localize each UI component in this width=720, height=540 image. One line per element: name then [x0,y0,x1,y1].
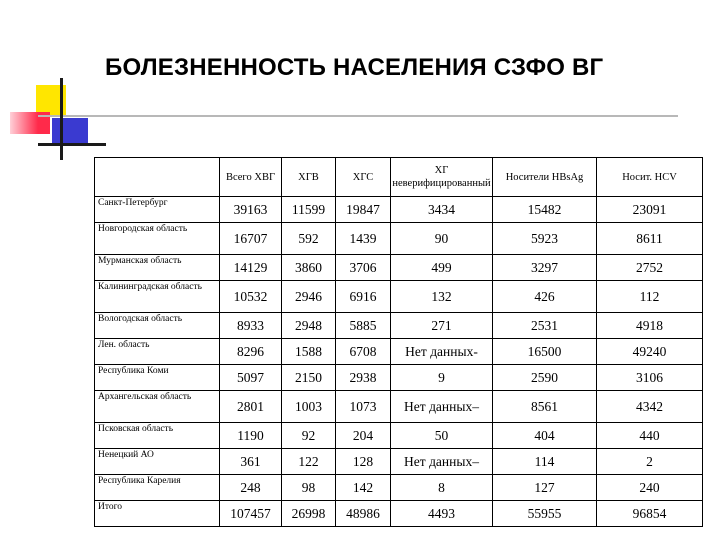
value-cell: 248 [220,475,282,501]
value-cell: 204 [336,423,391,449]
value-cell: 127 [493,475,597,501]
value-cell: 122 [282,449,336,475]
value-cell: 3434 [391,197,493,223]
value-cell: 1588 [282,339,336,365]
value-cell: Нет данных- [391,339,493,365]
value-cell: 1073 [336,391,391,423]
decor-horizontal-bar [38,143,106,146]
value-cell: 1190 [220,423,282,449]
value-cell: 19847 [336,197,391,223]
value-cell: 271 [391,313,493,339]
value-cell: 2150 [282,365,336,391]
value-cell: 3106 [597,365,703,391]
header-cell-total: Всего ХВГ [220,158,282,197]
value-cell: 6916 [336,281,391,313]
table-row [95,281,703,313]
value-cell: 2948 [282,313,336,339]
table-row [95,365,703,391]
region-name-cell: Новгородская область [95,223,220,255]
table-row [95,197,703,223]
decor-vertical-bar [60,78,63,160]
value-cell: 1439 [336,223,391,255]
region-name-cell: Калининградская область [95,281,220,313]
region-name-cell: Мурманская область [95,255,220,281]
value-cell: 8611 [597,223,703,255]
table-row [95,339,703,365]
header-cell-hcv-carriers: Носит. HCV [597,158,703,197]
value-cell: 5097 [220,365,282,391]
value-cell: 50 [391,423,493,449]
table-row [95,449,703,475]
value-cell: 2938 [336,365,391,391]
value-cell: 499 [391,255,493,281]
value-cell: 26998 [282,501,336,527]
region-name-cell: Псковская область [95,423,220,449]
value-cell: 361 [220,449,282,475]
value-cell: 8561 [493,391,597,423]
table-header-row [95,158,703,197]
value-cell: 48986 [336,501,391,527]
region-name-cell: Лен. область [95,339,220,365]
value-cell: 2801 [220,391,282,423]
value-cell: 5923 [493,223,597,255]
value-cell: 98 [282,475,336,501]
value-cell: 3706 [336,255,391,281]
value-cell: 96854 [597,501,703,527]
value-cell: 49240 [597,339,703,365]
table-row [95,223,703,255]
value-cell: 92 [282,423,336,449]
value-cell: 132 [391,281,493,313]
value-cell: 142 [336,475,391,501]
value-cell: 55955 [493,501,597,527]
value-cell: 16500 [493,339,597,365]
value-cell: 6708 [336,339,391,365]
header-cell-hbsag-carriers: Носители HBsAg [493,158,597,197]
value-cell: 11599 [282,197,336,223]
table-row [95,475,703,501]
value-cell: 3860 [282,255,336,281]
value-cell: 8 [391,475,493,501]
table-row [95,313,703,339]
value-cell: 90 [391,223,493,255]
value-cell: Нет данных– [391,449,493,475]
value-cell: 5885 [336,313,391,339]
value-cell: 23091 [597,197,703,223]
table-row [95,423,703,449]
region-name-cell: Республика Коми [95,365,220,391]
header-cell-hcv: ХГС [336,158,391,197]
value-cell: 1003 [282,391,336,423]
header-cell-unverified: ХГ неверифицированный [391,158,493,197]
value-cell: 2752 [597,255,703,281]
value-cell: 114 [493,449,597,475]
value-cell: 10532 [220,281,282,313]
value-cell: 39163 [220,197,282,223]
table-row [95,501,703,527]
region-name-cell: Санкт-Петербург [95,197,220,223]
value-cell: 112 [597,281,703,313]
region-name-cell: Ненецкий АО [95,449,220,475]
value-cell: 592 [282,223,336,255]
value-cell: 2 [597,449,703,475]
value-cell: 4493 [391,501,493,527]
value-cell: 426 [493,281,597,313]
value-cell: 16707 [220,223,282,255]
region-name-cell: Архангельская область [95,391,220,423]
value-cell: 2946 [282,281,336,313]
value-cell: 2590 [493,365,597,391]
value-cell: 440 [597,423,703,449]
morbidity-table [94,157,703,527]
table-row [95,391,703,423]
value-cell: 2531 [493,313,597,339]
value-cell: 128 [336,449,391,475]
region-name-cell: Итого [95,501,220,527]
value-cell: 4918 [597,313,703,339]
value-cell: 8296 [220,339,282,365]
value-cell: 4342 [597,391,703,423]
value-cell: 8933 [220,313,282,339]
value-cell: 14129 [220,255,282,281]
value-cell: 9 [391,365,493,391]
value-cell: 15482 [493,197,597,223]
value-cell: 240 [597,475,703,501]
table-row [95,255,703,281]
value-cell: 404 [493,423,597,449]
header-cell-region [95,158,220,197]
region-name-cell: Республика Карелия [95,475,220,501]
region-name-cell: Вологодская область [95,313,220,339]
header-cell-hbv: ХГВ [282,158,336,197]
decor-blue-square [52,118,88,146]
page-title: БОЛЕЗНЕННОСТЬ НАСЕЛЕНИЯ СЗФО ВГ [105,54,604,81]
title-underline [38,115,678,117]
value-cell: 3297 [493,255,597,281]
value-cell: Нет данных– [391,391,493,423]
value-cell: 107457 [220,501,282,527]
